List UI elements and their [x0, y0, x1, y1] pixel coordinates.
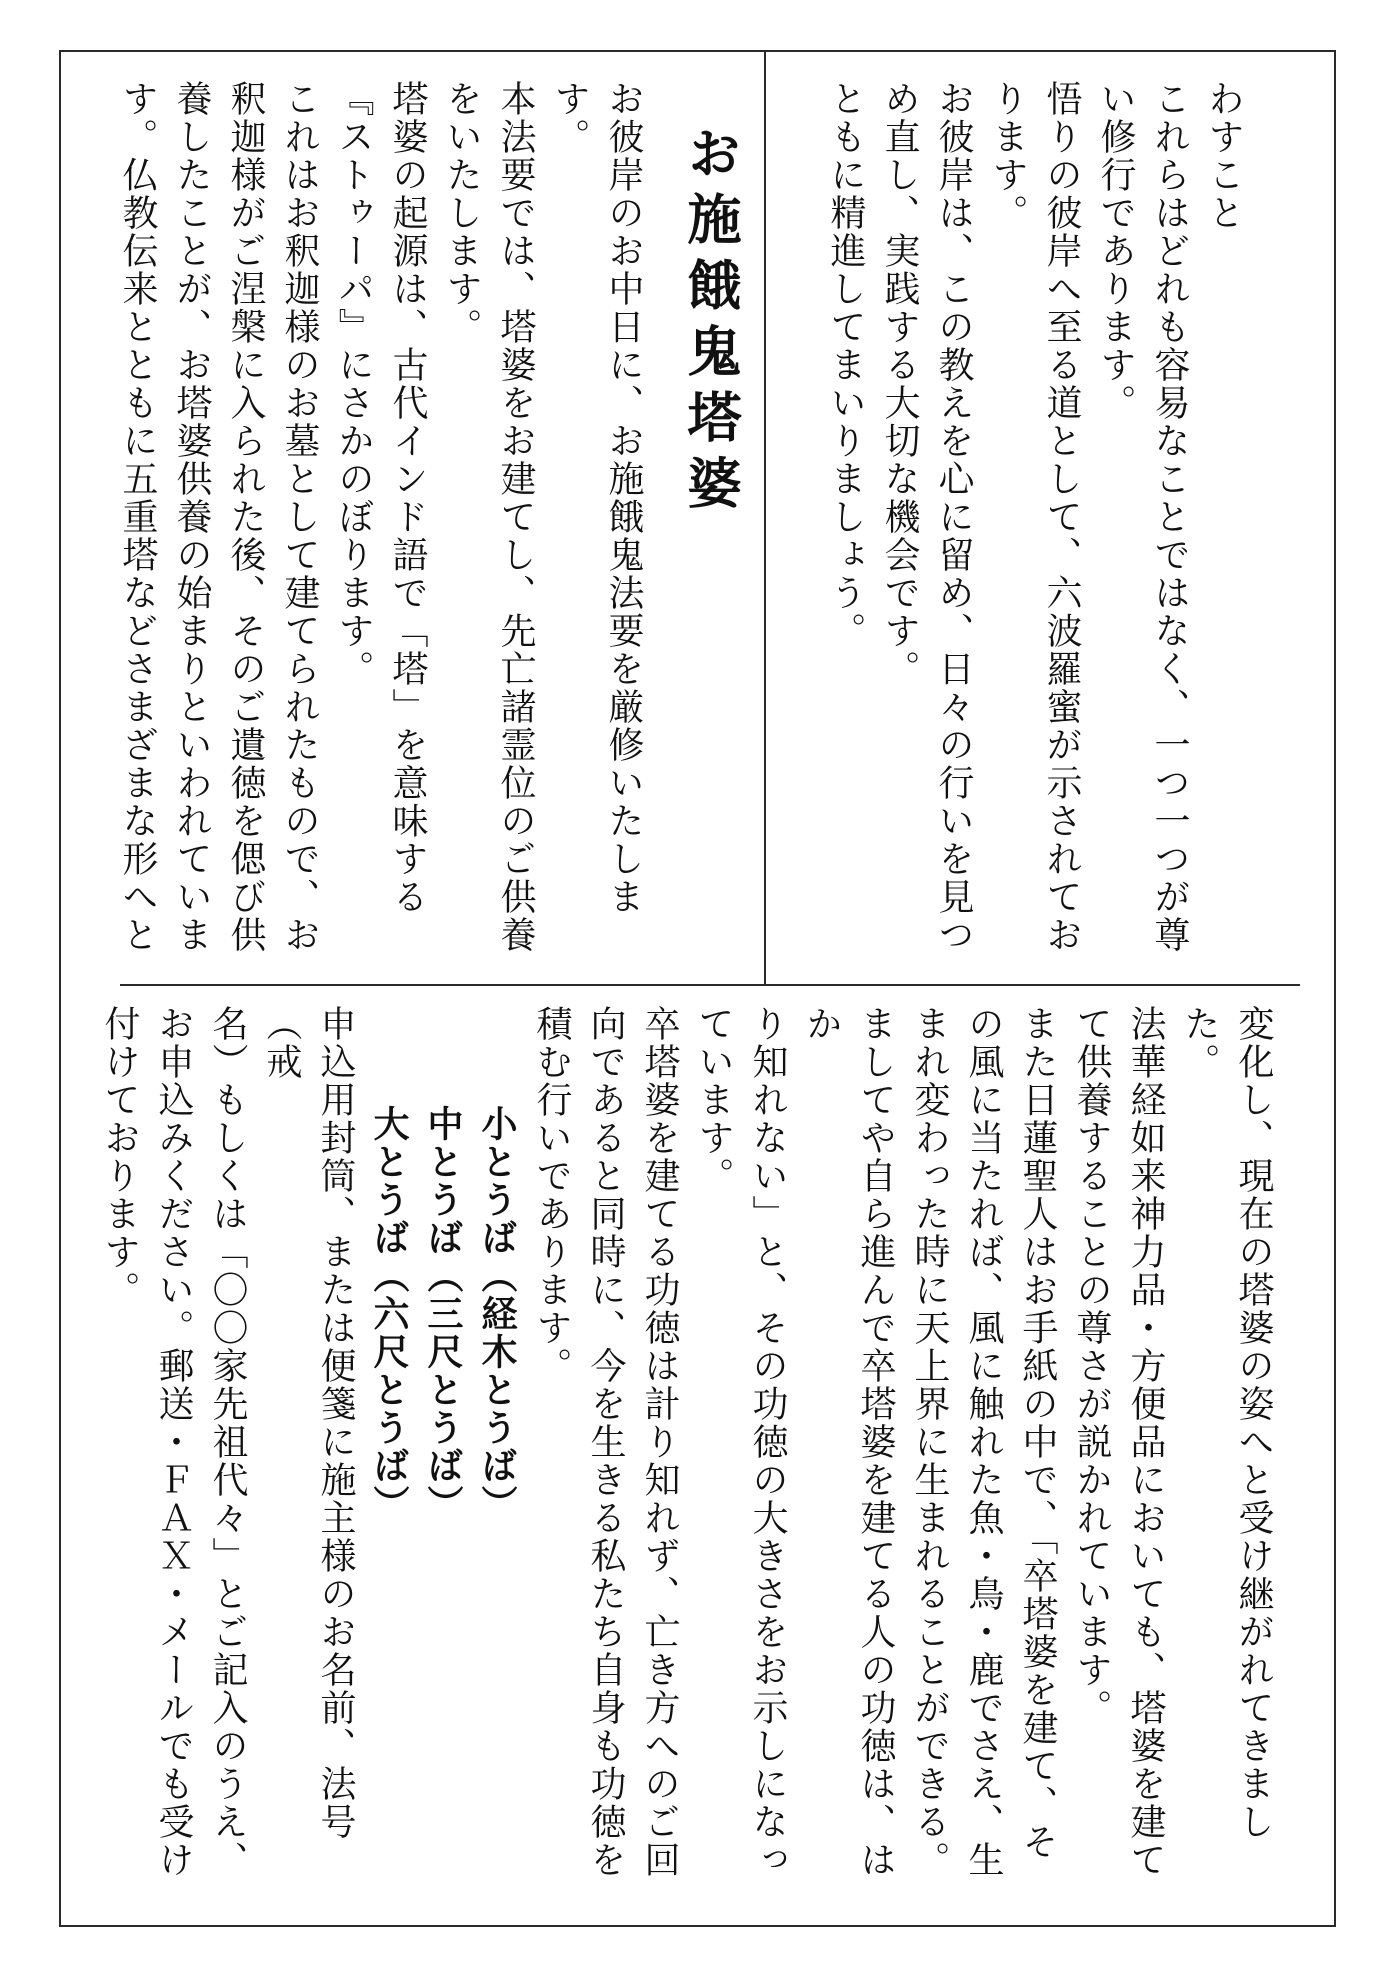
tier-item-small: 小とうば（経木とうば）	[476, 1105, 518, 1523]
text-line: 申込用封筒、または便箋に施主様のお名前、法号（戒	[261, 1005, 356, 1841]
text-line: ります。	[987, 80, 1028, 232]
text-line: て供養することの尊さが説かれています。	[1071, 1005, 1112, 1727]
text-line: まれ変わった時に天上界に生まれることができる。	[909, 1005, 950, 1879]
text-line: 『ストゥーパ』にさかのぼります。	[333, 80, 374, 688]
text-line: お彼岸のお中日に、お施餓鬼法要を厳修いたします。	[549, 80, 644, 916]
text-line: これはお釈迦様のお墓として建てられたもので、お	[279, 80, 320, 954]
section-divider	[120, 984, 1300, 986]
column-divider	[764, 50, 766, 985]
text-line: お彼岸は、この教えを心に留め、日々の行いを見つ	[933, 80, 974, 954]
text-line: 塔婆の起源は、古代インド語で「塔」を意味する	[387, 80, 428, 916]
text-line: をいたします。	[441, 80, 482, 346]
text-line: また日蓮聖人はお手紙の中で、「卒塔婆を建て、そ	[1017, 1005, 1058, 1861]
text-line: ましてや自ら進んで卒塔婆を建てる人の功徳は、はか	[801, 1005, 896, 1879]
text-line: の風に当たれば、風に触れた魚・鳥・鹿でさえ、生	[963, 1005, 1004, 1879]
text-line: 付けております。	[99, 1005, 140, 1309]
top-left-text	[117, 80, 650, 960]
text-line: 本法要では、塔婆をお建てし、先亡諸霊位のご供養	[495, 80, 536, 954]
text-line: お申込みください。郵送・ＦＡＸ・メールでも受け	[153, 1005, 194, 1879]
text-line: 悟りの彼岸へ至る道として、六波羅蜜が示されてお	[1041, 80, 1082, 954]
text-line: わすこと	[1203, 80, 1244, 232]
bottom-text	[99, 1005, 1280, 1895]
text-line: 名）もしくは「〇〇家先祖代々」とご記入のうえ、	[207, 1005, 248, 1879]
text-line: り知れない」と、その功徳の大きさをお示しになっ	[747, 1005, 788, 1879]
tier-item-large: 大とうば（六尺とうば）	[368, 1105, 410, 1523]
text-line: す。仏教伝来とともに五重塔などさまざまな形へと	[117, 80, 158, 954]
text-line: 卒塔婆を建てる功徳は計り知れず、亡き方へのご回	[639, 1005, 680, 1879]
text-line: ています。	[693, 1005, 734, 1195]
text-line: ともに精進してまいりましょう。	[825, 80, 866, 650]
text-line: 向であると同時に、今を生きる私たち自身も功徳を	[585, 1005, 626, 1879]
text-line: 変化し、現在の塔婆の姿へと受け継がれてきました。	[1179, 1005, 1274, 1841]
text-line: 養したことが、お塔婆供養の始まりといわれていま	[171, 80, 212, 954]
text-line: 釈迦様がご涅槃に入られた後、そのご遺徳を偲び供	[225, 80, 266, 954]
text-line: これらはどれも容易なことではなく、一つ一つが尊	[1149, 80, 1190, 954]
text-line: 積む行いであります。	[531, 1005, 572, 1385]
tier-item-medium: 中とうば（三尺とうば）	[422, 1105, 464, 1523]
text-line: い修行であります。	[1095, 80, 1136, 422]
text-line: め直し、実践する大切な機会です。	[879, 80, 920, 688]
section-title: お施餓鬼塔婆	[679, 125, 743, 521]
top-right-text	[810, 80, 1250, 960]
text-line: 法華経如来神力品・方便品においても、塔婆を建て	[1125, 1005, 1166, 1879]
